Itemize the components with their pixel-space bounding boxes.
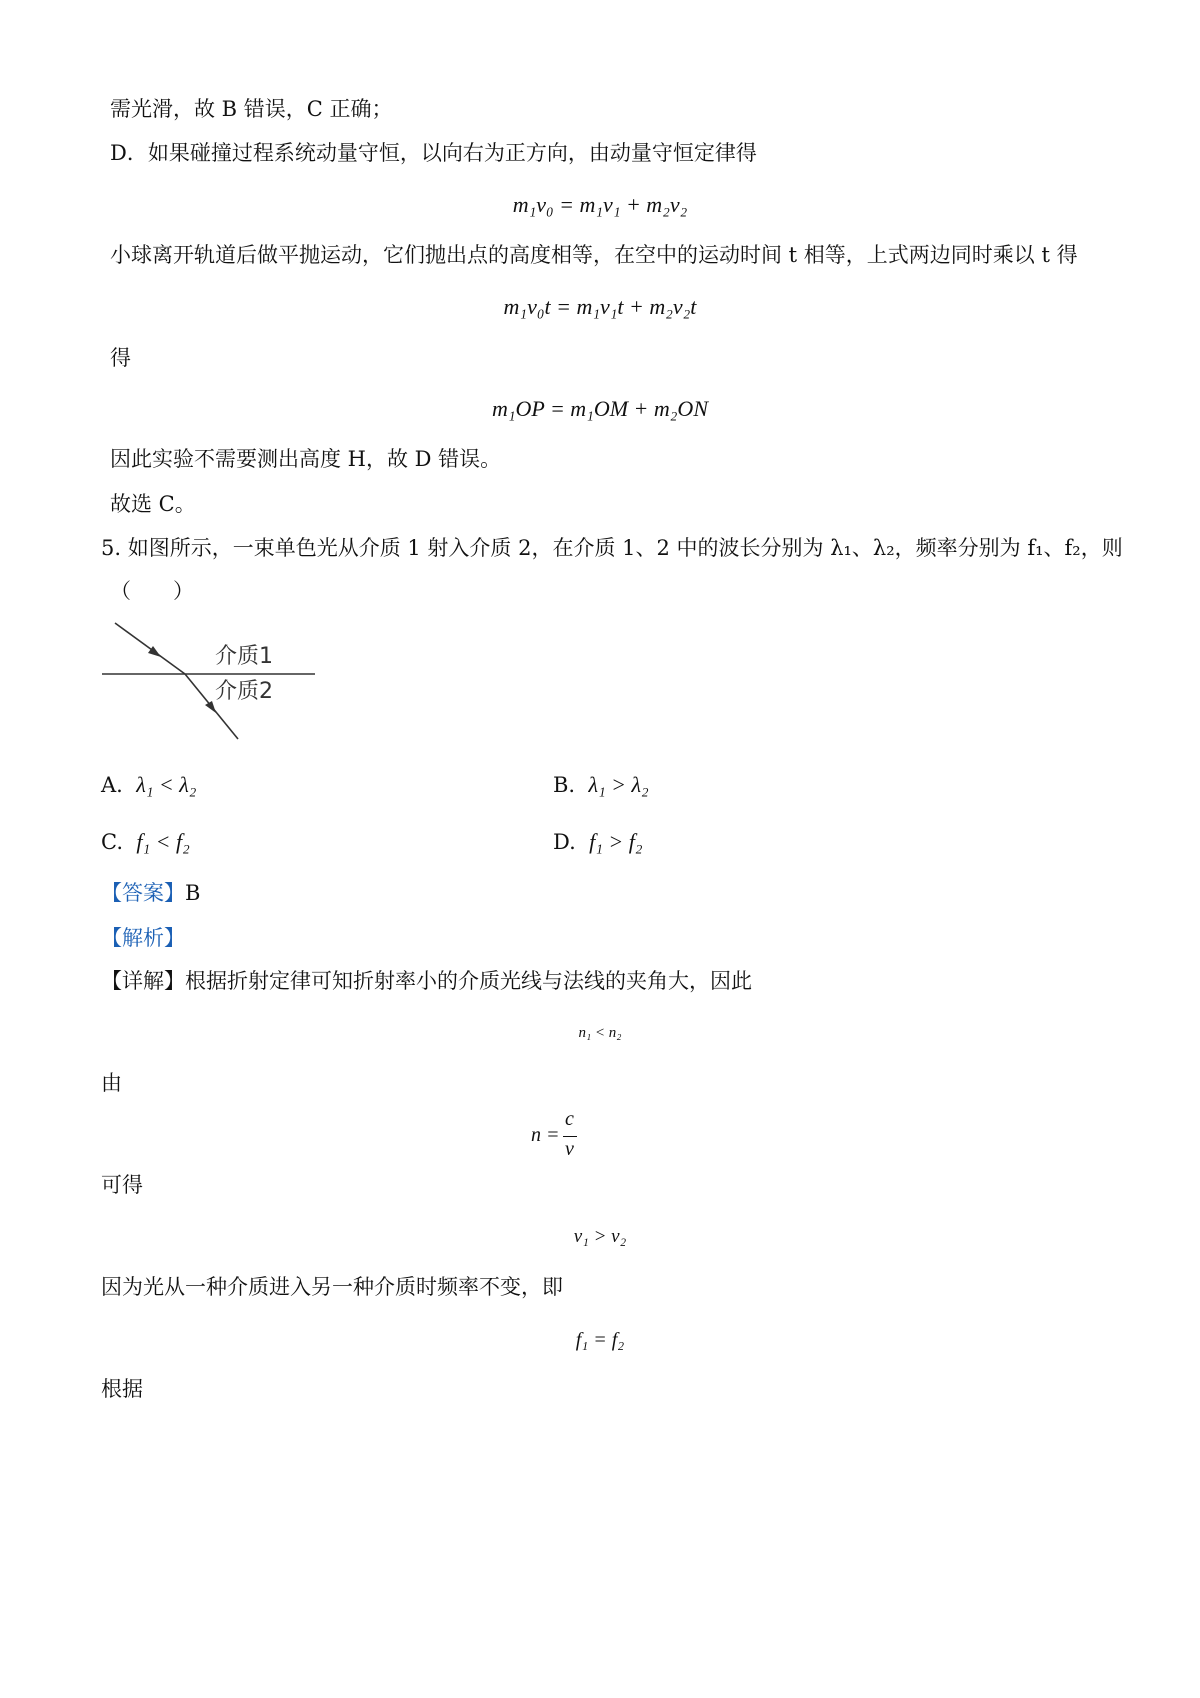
answer-value: B: [185, 881, 201, 905]
text-from: 由: [101, 1071, 122, 1095]
medium-2-label: 介质2: [215, 679, 273, 704]
equation-distance: m₁OP = m₁OM + m₂ON: [491, 396, 708, 421]
text-line-4: 得: [110, 346, 131, 370]
equation-momentum: m₁v₀ = m₁v₁ + m₂v₂: [512, 192, 688, 217]
option-d[interactable]: [553, 829, 643, 855]
option-c-label: C.: [101, 830, 123, 854]
text-line-2: D．如果碰撞过程系统动量守恒，以向右为正方向，由动量守恒定律得: [110, 141, 757, 165]
equation-momentum-time: m₁v₀t = m₁v₁t + m₂v₂t: [503, 294, 697, 319]
eq-c-numerator: c: [565, 1108, 574, 1130]
equation-f1-f2: f₁ = f₂: [575, 1329, 625, 1351]
option-b-expr: λ₁ > λ₂: [588, 772, 649, 797]
answer-tag: 【答案】: [101, 881, 185, 905]
text-line-5: 因此实验不需要测出高度 H，故 D 错误。: [110, 447, 502, 471]
text-line-6: 故选 C。: [110, 492, 196, 516]
refraction-diagram: [95, 615, 325, 745]
question-5-stem: 5. 如图所示，一束单色光从介质 1 射入介质 2，在介质 1、2 中的波长分别为 λ₁、λ₂，频率分别为 f₁、f₂，则: [101, 536, 1123, 560]
option-d-label: D.: [553, 830, 576, 854]
equation-v1-v2: v₁ > v₂: [573, 1226, 627, 1247]
option-b-label: B.: [553, 773, 576, 797]
option-a-label: A.: [101, 773, 123, 797]
equation-n-c-v: [0, 1108, 1200, 1168]
eq-n-lhs: n =: [531, 1124, 560, 1146]
text-according: 根据: [101, 1377, 143, 1401]
option-a[interactable]: [101, 772, 196, 798]
option-a-expr: λ₁ < λ₂: [136, 772, 197, 797]
answer-line: [101, 880, 200, 906]
option-c[interactable]: [101, 829, 190, 855]
option-b[interactable]: [553, 772, 649, 798]
analysis-tag: 【解析】: [101, 926, 185, 950]
option-c-expr: f₁ < f₂: [136, 829, 190, 854]
fraction-bar: [563, 1136, 577, 1137]
text-line-1: 需光滑，故 B 错误，C 正确；: [110, 97, 393, 121]
eq-v-denominator: v: [565, 1138, 574, 1160]
option-d-expr: f₁ > f₂: [589, 829, 643, 854]
detail-line: 【详解】根据折射定律可知折射率小的介质光线与法线的夹角大，因此: [101, 969, 752, 993]
question-5-bracket: （ ）: [110, 579, 194, 603]
text-thus: 可得: [101, 1173, 143, 1197]
medium-1-label: 介质1: [215, 644, 273, 669]
equation-n1-n2: n₁ < n₂: [578, 1025, 622, 1041]
text-line-3: 小球离开轨道后做平抛运动，它们抛出点的高度相等，在空中的运动时间 t 相等，上式两边同时乘以 t 得: [110, 243, 1078, 267]
incident-ray: [115, 623, 185, 674]
text-because: 因为光从一种介质进入另一种介质时频率不变，即: [101, 1275, 563, 1299]
